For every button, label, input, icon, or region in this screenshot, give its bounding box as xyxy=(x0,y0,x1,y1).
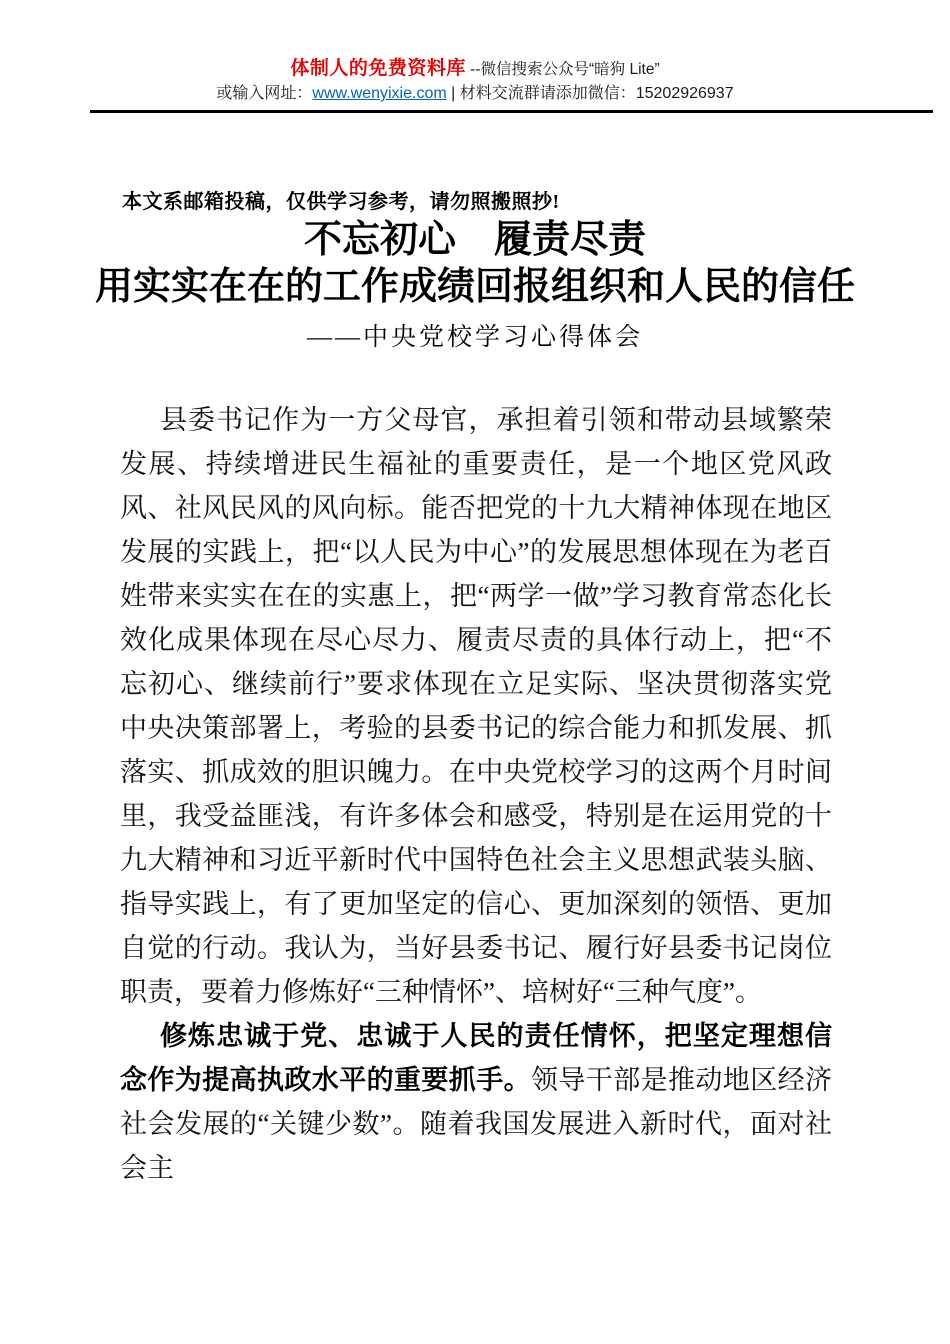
header-divider xyxy=(90,110,933,113)
title-block xyxy=(0,217,950,355)
submission-notice: 本文系邮箱投稿，仅供学习参考，请勿照搬照抄! xyxy=(122,191,560,213)
paragraph-2-bold-lead: 修炼忠诚于党、忠诚于人民的责任情怀，把坚定理想信念作为提高执政水平的重要抓手。 xyxy=(120,1021,832,1095)
url-prefix-label: 或输入网址： xyxy=(216,85,313,102)
paragraph-2-rest: 领导干部是推动地区经济社会发展的“关键少数”。随着我国发展进入新时代，面对社会主 xyxy=(120,1065,832,1183)
body-paragraph-2 xyxy=(120,1014,832,1190)
separator: | xyxy=(446,85,460,102)
brand-tagline: --微信搜索公众号“暗狗 Lite” xyxy=(465,61,660,78)
promo-header-line1 xyxy=(0,56,950,83)
promo-header xyxy=(0,56,950,105)
document-title-line1: 不忘初心 履责尽责 xyxy=(303,219,646,261)
website-link[interactable]: www.wenyixie.com xyxy=(312,85,447,102)
brand-name: 体制人的免费资料库 xyxy=(290,58,466,79)
document-subtitle: ——中央党校学习心得体会 xyxy=(306,324,643,351)
body-paragraph-1: 县委书记作为一方父母官，承担着引领和带动县域繁荣发展、持续增进民生福祉的重要责任，是一个地区党风政风、社风民风的风向标。能否把党的十九大精神体现在地区发展的实践上，把“以人民为中心”的发展思想体现在为老百姓带来实实在在的实惠上，把“两学一做”学习教育常态化长效化成果体现在尽心尽力、履责尽责的具体行动上，把“不忘初心、继续前行”要求体现在立足实际、坚决贯彻落实党中央决策部署上，考验的县委书记的综合能力和抓发展、抓落实、抓成效的胆识魄力。在中央党校学习的这两个月时间里，我受益匪浅，有许多体会和感受，特别是在运用党的十九大精神和习近平新时代中国特色社会主义思想武装头脑、指导实践上，有了更加坚定的信心、更加深刻的领悟、更加自觉的行动。我认为，当好县委书记、履行好县委书记岗位职责，要着力修炼好“三种情怀”、培树好“三种气度”。 xyxy=(120,405,832,1007)
promo-header-line2 xyxy=(0,83,950,105)
document-title-line2: 用实实在在的工作成绩回报组织和人民的信任 xyxy=(94,266,855,308)
document-body xyxy=(120,398,832,1190)
contact-info: 材料交流群请添加微信：15202926937 xyxy=(459,85,734,102)
